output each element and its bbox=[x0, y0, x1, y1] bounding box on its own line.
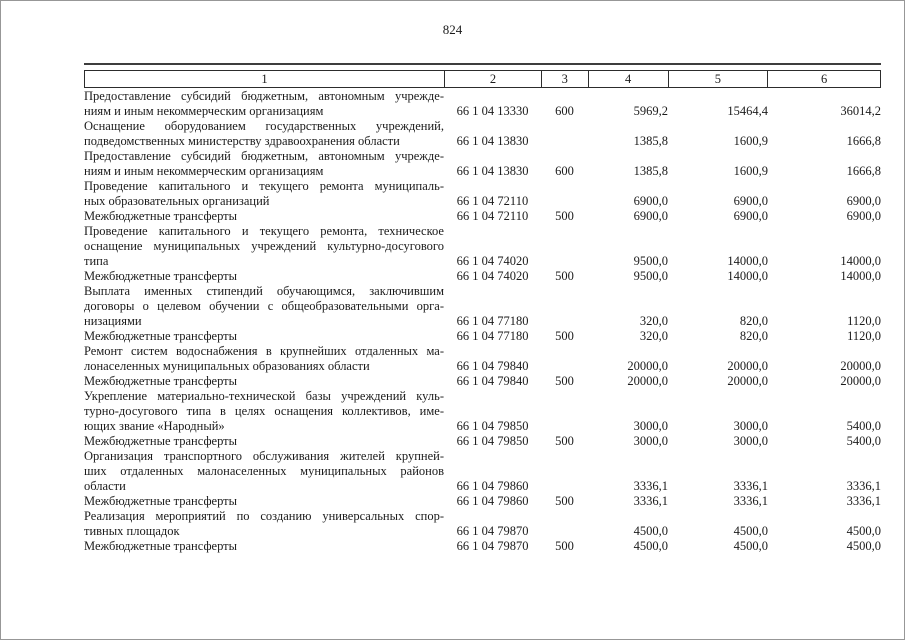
row-amount-2: 3000,0 bbox=[733, 434, 768, 448]
row-expense-type bbox=[541, 119, 588, 149]
row-amount-1: 6900,0 bbox=[633, 194, 668, 208]
row-amount-2: 3336,1 bbox=[733, 479, 768, 493]
row-amount-3: 20000,0 bbox=[840, 374, 881, 388]
row-code: 66 1 04 79870 bbox=[456, 539, 529, 553]
row-description: Выплата именных стипендий обучающимся, заключившим договоры о целевом обучении с общеобразовательными орга- низациями bbox=[84, 284, 444, 328]
row-expense-type bbox=[541, 224, 588, 269]
row-code: 66 1 04 13830 bbox=[456, 164, 529, 178]
row-amount-3: 14000,0 bbox=[840, 254, 881, 268]
row-description: Оснащение оборудованием государственных учреждений, подведомственных министерству здравоохранения области bbox=[84, 119, 444, 148]
table-row bbox=[84, 269, 881, 284]
row-amount-2: 20000,0 bbox=[727, 374, 768, 388]
row-expense-type bbox=[541, 389, 588, 434]
row-amount-2: 3000,0 bbox=[733, 419, 768, 433]
row-amount-1: 3000,0 bbox=[633, 419, 668, 433]
row-amount-3: 4500,0 bbox=[846, 539, 881, 553]
row-description: Проведение капитального и текущего ремонта муниципаль- ных образовательных организаций bbox=[84, 179, 444, 208]
row-code: 66 1 04 79860 bbox=[456, 479, 529, 493]
row-code: 66 1 04 72110 bbox=[456, 194, 529, 208]
row-amount-3: 5400,0 bbox=[846, 419, 881, 433]
row-expense-type bbox=[541, 179, 588, 209]
row-expense-type bbox=[541, 284, 588, 329]
row-amount-2: 6900,0 bbox=[733, 194, 768, 208]
row-amount-1: 1385,8 bbox=[633, 164, 668, 178]
row-amount-3: 14000,0 bbox=[840, 269, 881, 283]
row-amount-2: 820,0 bbox=[739, 314, 768, 328]
row-code: 66 1 04 79870 bbox=[456, 524, 529, 538]
table-row bbox=[84, 494, 881, 509]
table-row bbox=[84, 284, 881, 329]
row-amount-1: 9500,0 bbox=[633, 254, 668, 268]
header-cell-2: 2 bbox=[444, 71, 541, 87]
row-amount-3: 20000,0 bbox=[840, 359, 881, 373]
row-description: Реализация мероприятий по созданию универсальных спор- тивных площадок bbox=[84, 509, 444, 538]
page-number: 824 bbox=[442, 22, 463, 37]
row-amount-3: 6900,0 bbox=[846, 194, 881, 208]
row-expense-type: 500 bbox=[555, 494, 574, 508]
row-amount-1: 20000,0 bbox=[627, 359, 668, 373]
row-expense-type bbox=[541, 509, 588, 539]
row-expense-type bbox=[541, 344, 588, 374]
table-top-rule bbox=[84, 63, 881, 65]
row-amount-3: 36014,2 bbox=[840, 104, 881, 118]
row-description: Межбюджетные трансферты bbox=[84, 209, 238, 223]
budget-table bbox=[84, 63, 881, 554]
row-amount-3: 3336,1 bbox=[846, 479, 881, 493]
row-expense-type: 600 bbox=[555, 104, 574, 118]
row-expense-type: 500 bbox=[555, 329, 574, 343]
row-description: Межбюджетные трансферты bbox=[84, 374, 238, 388]
row-description: Проведение капитального и текущего ремонта, техническое оснащение муниципальных учреждений культурно-досугового типа bbox=[84, 224, 444, 268]
row-amount-3: 5400,0 bbox=[846, 434, 881, 448]
row-amount-2: 4500,0 bbox=[733, 539, 768, 553]
row-description: Предоставление субсидий бюджетным, автономным учрежде- ниям и иным некоммерческим организациям bbox=[84, 149, 444, 178]
table-row bbox=[84, 224, 881, 269]
table-row bbox=[84, 344, 881, 374]
header-cell-5: 5 bbox=[668, 71, 768, 87]
row-code: 66 1 04 77180 bbox=[456, 329, 529, 343]
row-description: Межбюджетные трансферты bbox=[84, 539, 238, 553]
row-expense-type: 500 bbox=[555, 434, 574, 448]
table-row bbox=[84, 329, 881, 344]
row-amount-2: 14000,0 bbox=[727, 269, 768, 283]
header-cell-4: 4 bbox=[588, 71, 668, 87]
row-amount-2: 4500,0 bbox=[733, 524, 768, 538]
row-expense-type: 500 bbox=[555, 539, 574, 553]
row-code: 66 1 04 72110 bbox=[456, 209, 529, 223]
row-amount-3: 1120,0 bbox=[847, 314, 881, 328]
row-amount-2: 20000,0 bbox=[727, 359, 768, 373]
table-row bbox=[84, 509, 881, 539]
row-amount-2: 6900,0 bbox=[733, 209, 768, 223]
table-row bbox=[84, 434, 881, 449]
row-amount-1: 3000,0 bbox=[633, 434, 668, 448]
row-code: 66 1 04 13830 bbox=[456, 134, 529, 148]
table-row bbox=[84, 119, 881, 149]
row-amount-3: 4500,0 bbox=[846, 524, 881, 538]
table-body bbox=[84, 89, 881, 554]
row-expense-type: 600 bbox=[555, 164, 574, 178]
header-cell-3: 3 bbox=[541, 71, 588, 87]
table-row bbox=[84, 149, 881, 179]
row-description: Ремонт систем водоснабжения в крупнейших отдаленных ма- лонаселенных муниципальных образованиях области bbox=[84, 344, 444, 373]
row-description: Укрепление материально-технической базы учреждений куль- турно-досугового типа в целях оснащения коллективов, име- ющих звание «Народный» bbox=[84, 389, 444, 433]
row-code: 66 1 04 77180 bbox=[456, 314, 529, 328]
table-header-row bbox=[84, 70, 881, 88]
header-cell-6: 6 bbox=[767, 71, 880, 87]
row-amount-1: 3336,1 bbox=[633, 479, 668, 493]
row-amount-1: 320,0 bbox=[639, 314, 668, 328]
row-code: 66 1 04 79860 bbox=[456, 494, 529, 508]
row-expense-type: 500 bbox=[555, 374, 574, 388]
row-description: Организация транспортного обслуживания жителей крупней- ших отдаленных малонаселенных муниципальных районов области bbox=[84, 449, 444, 493]
row-description: Межбюджетные трансферты bbox=[84, 494, 238, 508]
row-amount-1: 6900,0 bbox=[633, 209, 668, 223]
row-code: 66 1 04 74020 bbox=[456, 269, 529, 283]
row-amount-2: 15464,4 bbox=[727, 104, 768, 118]
row-amount-2: 14000,0 bbox=[727, 254, 768, 268]
row-amount-2: 820,0 bbox=[739, 329, 768, 343]
row-code: 66 1 04 79840 bbox=[456, 359, 529, 373]
table-row bbox=[84, 374, 881, 389]
row-amount-1: 20000,0 bbox=[627, 374, 668, 388]
table-row bbox=[84, 449, 881, 494]
table-row bbox=[84, 89, 881, 119]
row-amount-1: 3336,1 bbox=[633, 494, 668, 508]
row-description: Межбюджетные трансферты bbox=[84, 329, 238, 343]
row-amount-3: 1120,0 bbox=[847, 329, 881, 343]
header-cell-1: 1 bbox=[261, 72, 268, 86]
row-amount-2: 3336,1 bbox=[733, 494, 768, 508]
row-amount-2: 1600,9 bbox=[733, 164, 768, 178]
row-amount-1: 1385,8 bbox=[633, 134, 668, 148]
row-code: 66 1 04 74020 bbox=[456, 254, 529, 268]
row-amount-2: 1600,9 bbox=[733, 134, 768, 148]
row-code: 66 1 04 79850 bbox=[456, 419, 529, 433]
row-description: Межбюджетные трансферты bbox=[84, 269, 238, 283]
row-code: 66 1 04 79850 bbox=[456, 434, 529, 448]
row-amount-1: 320,0 bbox=[639, 329, 668, 343]
table-row bbox=[84, 209, 881, 224]
row-amount-3: 3336,1 bbox=[846, 494, 881, 508]
table-row bbox=[84, 179, 881, 209]
row-amount-3: 1666,8 bbox=[846, 164, 881, 178]
row-amount-1: 9500,0 bbox=[633, 269, 668, 283]
row-expense-type: 500 bbox=[555, 269, 574, 283]
row-description: Межбюджетные трансферты bbox=[84, 434, 238, 448]
row-amount-1: 4500,0 bbox=[633, 539, 668, 553]
row-expense-type bbox=[541, 449, 588, 494]
row-code: 66 1 04 13330 bbox=[456, 104, 529, 118]
row-amount-3: 6900,0 bbox=[846, 209, 881, 223]
row-code: 66 1 04 79840 bbox=[456, 374, 529, 388]
row-amount-3: 1666,8 bbox=[846, 134, 881, 148]
table-row bbox=[84, 539, 881, 554]
row-description: Предоставление субсидий бюджетным, автономным учрежде- ниям и иным некоммерческим организациям bbox=[84, 89, 444, 118]
row-amount-1: 4500,0 bbox=[633, 524, 668, 538]
table-row bbox=[84, 389, 881, 434]
row-expense-type: 500 bbox=[555, 209, 574, 223]
row-amount-1: 5969,2 bbox=[633, 104, 668, 118]
